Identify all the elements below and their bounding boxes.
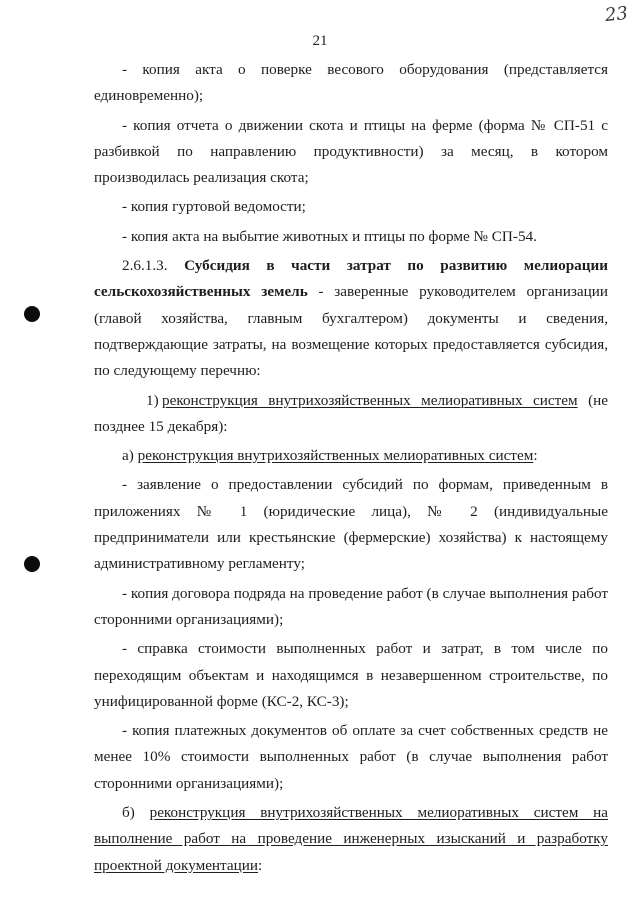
subitem-b <box>94 800 608 879</box>
paragraph-9: - копия договора подряда на проведение работ (в случае выполнения работ сторонними организациями); <box>94 584 608 628</box>
list-item-number: 1) <box>146 391 159 409</box>
paragraph-4: - копия акта на выбытие животных и птицы по форме № СП-54. <box>122 227 537 245</box>
section-number: 2.6.1.3. <box>122 257 168 275</box>
subitem-a-suffix: : <box>533 447 538 465</box>
paragraph-3: - копия гуртовой ведомости; <box>122 198 306 216</box>
section-2-6-1-3 <box>94 253 608 384</box>
section-text: - заверенные руководителем организации (главой хозяйства, главным бухгалтером) документы и сведения, подтверждающие затраты, на возмещение которых предоставляется субсидия, по следующему перечню: <box>94 283 608 380</box>
document-body <box>94 57 608 882</box>
section-title: Субсидия в части затрат по развитию мелиорации сельскохозяйственных земель <box>94 257 609 301</box>
subitem-b-suffix: : <box>258 856 263 874</box>
list-item-underlined: реконструкция внутрихозяйственных мелиоративных систем <box>162 391 578 409</box>
paragraph-8: - заявление о предоставлении субсидий по формам, приведенным в приложениях № 1 (юридические лица), № 2 (индивидуальные предприниматели или крестьянские (фермерские) хозяйства) к настоящему административному регламенту; <box>94 476 608 573</box>
subitem-a-prefix: а) <box>122 447 138 465</box>
page-number: 21 <box>312 33 328 49</box>
subitem-a <box>94 443 608 469</box>
handwritten-page-number: 23 <box>604 2 630 27</box>
paragraph-10: - справка стоимости выполненных работ и затрат, в том числе по переходящим объектам и находящимся в незавершенном строительстве, по унифицированной форме (КС-2, КС-3); <box>94 640 608 710</box>
paragraph-11: - копия платежных документов об оплате за счет собственных средств не менее 10% стоимости выполненных работ (в случае выполнения работ сторонними организациями); <box>94 722 608 792</box>
list-item-1 <box>94 388 608 441</box>
paragraph-2: - копия отчета о движении скота и птицы на ферме (форма № СП-51 с разбивкой по направлению продуктивности) за месяц, в котором производилась реализация скота; <box>94 116 608 187</box>
punch-hole-bottom <box>24 556 40 572</box>
subitem-b-prefix: б) <box>122 804 150 822</box>
subitem-a-underlined: реконструкция внутрихозяйственных мелиоративных систем <box>137 447 534 465</box>
punch-hole-top <box>24 306 40 322</box>
list-item-text: (не позднее 15 декабря): <box>94 391 608 435</box>
subitem-b-underlined: реконструкция внутрихозяйственных мелиоративных систем на выполнение работ на проведение инженерных изысканий и разработку проектной документации <box>94 804 608 874</box>
paragraph-1: - копия акта о поверке весового оборудования (представляется единовременно); <box>94 61 608 105</box>
